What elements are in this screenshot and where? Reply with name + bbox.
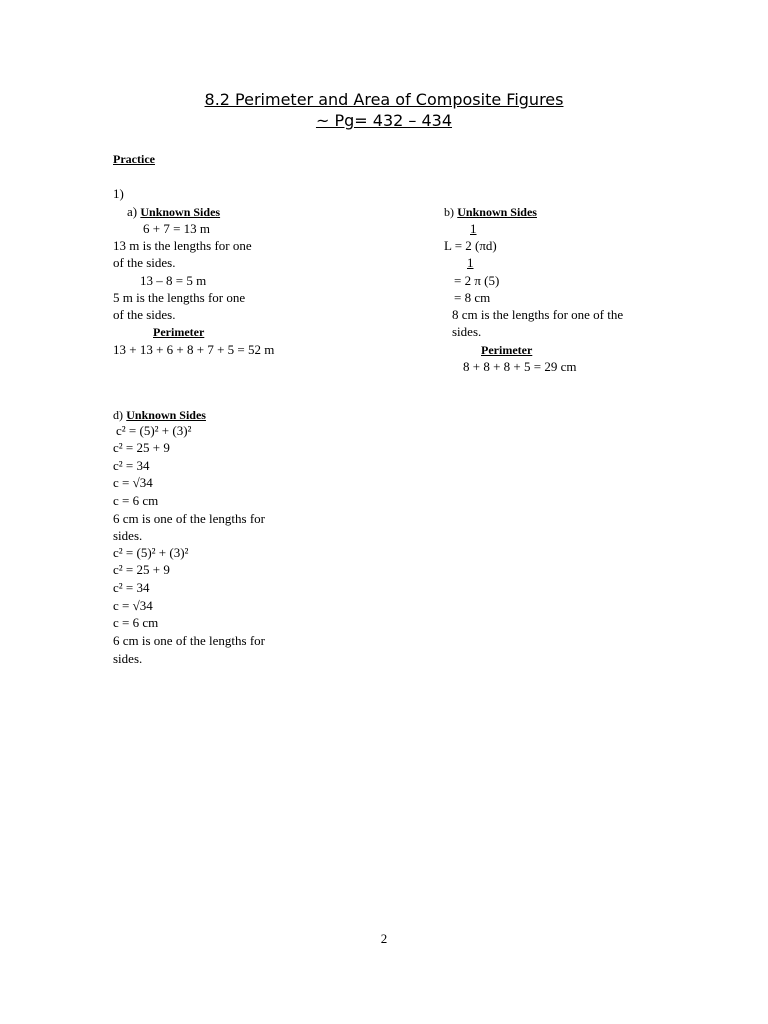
part-a-line: of the sides. <box>113 255 176 270</box>
part-a-perimeter-heading: Perimeter <box>153 325 205 339</box>
part-b-note: 8 cm is the lengths for one of the <box>452 307 624 322</box>
part-d-line: sides. <box>113 651 143 666</box>
part-a-heading <box>127 203 220 221</box>
part-b-perimeter-heading: Perimeter <box>481 343 533 357</box>
part-a-perimeter-line: 13 + 13 + 6 + 8 + 7 + 5 = 52 m <box>113 342 275 357</box>
part-d-line: c² = (5)² + (3)² <box>113 545 189 560</box>
part-d-line: c² = 25 + 9 <box>113 440 170 455</box>
page-number: 2 <box>380 931 388 946</box>
part-b-letter: b) <box>444 205 454 219</box>
part-a-line: of the sides. <box>113 307 176 322</box>
part-d-line: c² = (5)² + (3)² <box>116 423 192 438</box>
part-d-unknown-sides: Unknown Sides <box>126 408 206 422</box>
part-d-line: c = 6 cm <box>113 615 159 630</box>
part-a-line: 13 m is the lengths for one <box>113 238 252 253</box>
part-b-perimeter-line: 8 + 8 + 8 + 5 = 29 cm <box>463 359 577 374</box>
part-b-unknown-sides: Unknown Sides <box>457 205 537 219</box>
part-b-calc: = 2 π (5) <box>454 273 500 288</box>
practice-label: Practice <box>113 152 155 166</box>
part-d-line: c = √34 <box>113 475 153 490</box>
part-b-formula: L = 2 (πd) <box>444 238 497 253</box>
part-d-line: c² = 25 + 9 <box>113 562 170 577</box>
part-b-heading <box>444 203 537 221</box>
part-d-letter: d) <box>113 408 123 422</box>
part-a-line: 13 – 8 = 5 m <box>140 273 207 288</box>
part-b-fraction-numerator: 1 <box>467 255 474 270</box>
page-subtitle: ~ Pg= 432 – 434 <box>315 111 453 130</box>
part-d-line: 6 cm is one of the lengths for <box>113 511 265 526</box>
part-b-calc: = 8 cm <box>454 290 491 305</box>
page-title: 8.2 Perimeter and Area of Composite Figures <box>204 90 564 109</box>
part-d-line: c² = 34 <box>113 580 150 595</box>
part-d-line: sides. <box>113 528 143 543</box>
part-a-line: 5 m is the lengths for one <box>113 290 246 305</box>
part-a-unknown-sides: Unknown Sides <box>140 205 221 219</box>
part-d-line: c² = 34 <box>113 458 150 473</box>
part-a-letter: a) <box>127 204 138 219</box>
part-d-line: 6 cm is one of the lengths for <box>113 633 265 648</box>
part-a-line: 6 + 7 = 13 m <box>143 221 211 236</box>
part-b-fraction-numerator: 1 <box>470 221 477 236</box>
part-d-line: c = 6 cm <box>113 493 159 508</box>
part-d-line: c = √34 <box>113 598 153 613</box>
problem-number: 1) <box>113 186 124 201</box>
part-b-note: sides. <box>452 324 482 339</box>
